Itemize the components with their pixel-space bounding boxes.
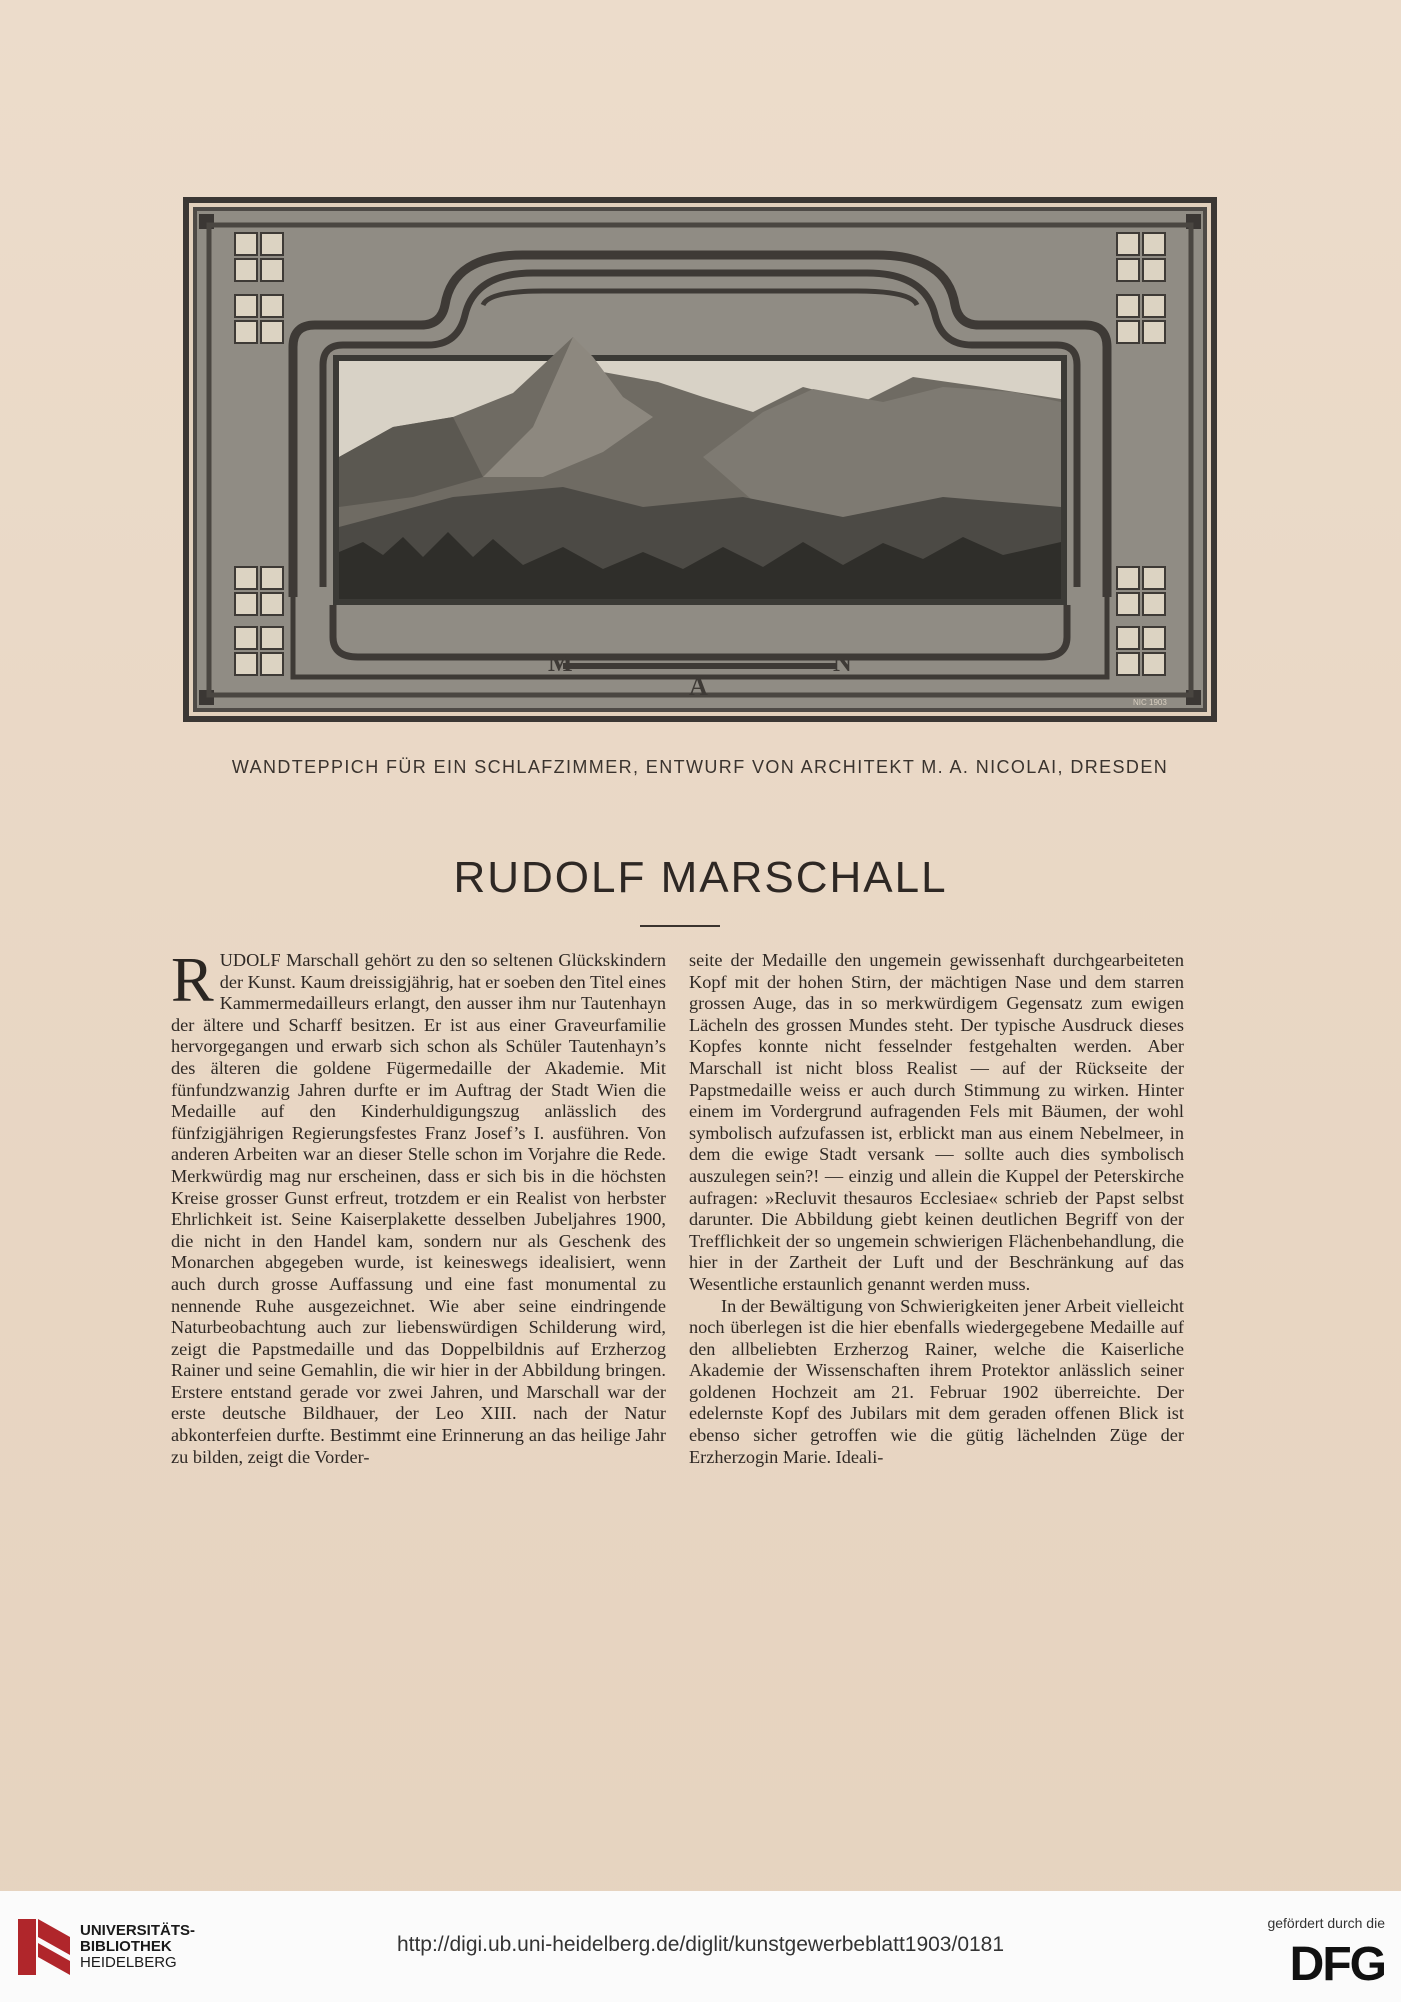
tapestry-illustration	[183, 197, 1217, 722]
library-line-1: UNIVERSITÄTS-	[80, 1922, 196, 1939]
library-line-2: BIBLIOTHEK	[80, 1938, 172, 1955]
funding-label: gefördert durch die	[1267, 1915, 1385, 1931]
footer-bar	[0, 1891, 1401, 2002]
paragraph: In der Bewältigung von Schwierigkeiten jener Arbeit vielleicht noch überlegen ist die hier ebenfalls wiedergegebene Medaille auf den allbeliebten Erzherzog Rainer, welche die Kaiserliche Akademie der Wissenschaften ihrem Protektor anlässlich seiner goldenen Hochzeit am 21. Februar 1902 überreichte. Der edelernste Kopf des Jubilars mit dem geraden offenen Blick ist ebenso sicher getroffen wie die gütig lächelnden Züge der Erzherzogin Marie. Ideali-	[689, 1295, 1184, 1467]
drop-cap: R	[171, 944, 214, 1015]
article-column-left	[171, 944, 666, 1468]
dfg-logo[interactable]: DFG	[1289, 1938, 1385, 1991]
monogram-a: A	[689, 672, 708, 701]
library-line-3: HEIDELBERG	[80, 1954, 177, 1971]
paragraph: seite der Medaille den ungemein gewissenhaft durchgearbeiteten Kopf mit der hohen Stirn, der mächtigen Nase und dem starren grossen Auge, das in so merkwürdigem Gegensatz zum ewigen Lächeln des grossen Mundes steht. Der typische Ausdruck dieses Kopfes konnte nicht fesselnder festgehalten werden. Aber Marschall ist nicht bloss Realist — auf der Rückseite der Papstmedaille weiss er auch durch Stimmung zu wirken. Hinter einem im Vordergrund aufragenden Fels mit Bäumen, der wohl symbolisch aufzufassen ist, erblickt man aus einem Nebelmeer, in dem die ewige Stadt versank — sollte auch dies symbolisch auszulegen sein?! — einzig und allein die Kuppel der Peterskirche aufragen: »Recluvit thesauros Ecclesiae« schrieb der Papst selbst darunter. Die Abbildung giebt keinen deutlichen Begriff von der Trefflichkeit der so ungemein schwierigen Flächenbehandlung, die hier in der Zartheit der Luft und der Beschränkung auf das Wesentliche erstaunlich genannt werden muss.	[689, 950, 1184, 1294]
monogram-m: M	[548, 648, 573, 677]
article-column-right	[689, 950, 1184, 1468]
monogram-n: N	[833, 648, 852, 677]
source-url-link[interactable]: http://digi.ub.uni-heidelberg.de/diglit/kunstgewerbeblatt1903/0181	[396, 1933, 1005, 1956]
paragraph	[171, 944, 666, 1468]
title-rule	[640, 925, 720, 927]
plate-signature: NIC 1903	[1133, 698, 1167, 707]
article-title: RUDOLF MARSCHALL	[453, 853, 948, 902]
figure-caption: WANDTEPPICH FÜR EIN SCHLAFZIMMER, ENTWURF VON ARCHITEKT M. A. NICOLAI, DRESDEN	[231, 757, 1169, 777]
paragraph-text: UDOLF Marschall gehört zu den so seltenen Glückskindern der Kunst. Kaum dreissigjährig, hat er soeben den Titel eines Kammermedailleurs erlangt, den ausser ihm nur Tautenhayn der ältere und Scharff besitzen. Er ist aus einer Graveurfamilie hervorgegangen und erwarb sich schon als Schüler Tautenhayn’s des älteren die goldene Fügermedaille der Akademie. Mit fünfundzwanzig Jahren durfte er im Auftrag der Stadt Wien die Medaille auf den Kinderhuldigungszug anlässlich des fünfzigjährigen Regierungsfestes Franz Josef’s I. ausführen. Von anderen Arbeiten war an dieser Stelle schon im Vorjahre die Rede. Merkwürdig mag nur erscheinen, dass er sich bis in die höchsten Kreise grosser Gunst erfreut, trotzdem er ein Realist von herbster Ehrlichkeit ist. Seine Kaiserplakette desselben Jubeljahres 1900, die nicht in den Handel kam, sondern nur als Geschenk des Monarchen abgegeben wurde, ist keineswegs idealisiert, wenn auch durch grosse Auffassung und eine fast monumental zu nennende Ruhe ausgezeichnet. Wie aber seine eindringende Naturbeobachtung auch zur liebenswürdigen Schilderung wird, zeigt die Papstmedaille und das Doppelbildnis auf Erzherzog Rainer und seine Gemahlin, die wir hier in der Abbildung bringen. Erstere entstand gerade vor zwei Jahren, und Marschall war der erste deutsche Bildhauer, der Leo XIII. nach der Natur abkonterfeien durfte. Bestimmt eine Erinnerung an das heilige Jahr zu bilden, zeigt die Vorder-	[171, 950, 666, 1467]
